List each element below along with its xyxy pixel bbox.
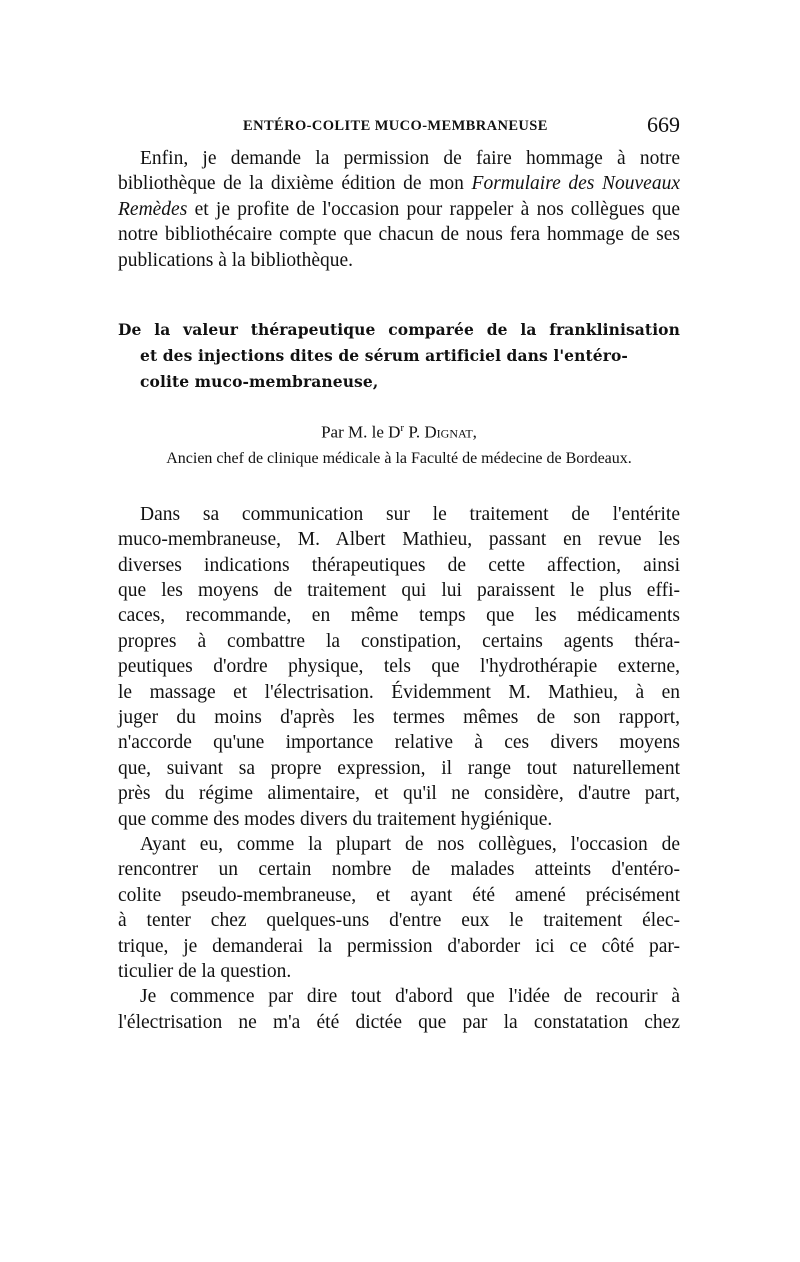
text-line: caces, recommande, en même temps que les médicaments	[118, 605, 680, 627]
text-line: diverses indications thérapeutiques de cette affection, ainsi	[118, 554, 680, 576]
body-paragraph	[118, 984, 680, 1035]
text-line: Dans sa communication sur le traitement de l'entérite	[140, 503, 680, 525]
text-line: que les moyens de traitement qui lui paraissent le plus effi-	[118, 579, 680, 601]
body-paragraph	[118, 502, 680, 832]
intro-text-2: et je profite de l'occasion pour rappeler à nos collègues que notre bibliothécaire compte que chacun de nous fera hommage de ses publications à la bibliothèque.	[118, 198, 680, 271]
page-number: 669	[647, 112, 680, 137]
article-title	[118, 317, 680, 395]
book-title: Formulaire des Nouveaux Remèdes	[118, 173, 680, 220]
text-line: ticulier de la question.	[118, 961, 292, 982]
running-head	[118, 110, 680, 144]
body-paragraph	[118, 832, 680, 984]
intro-text-1: Enfin, je demande la permission de faire hommage à notre bibliothèque de la dixième édition de mon	[118, 148, 680, 195]
running-title: ENTÉRO-COLITE MUCO-MEMBRANEUSE	[243, 118, 548, 134]
text-line: que comme des modes divers du traitement hygiénique.	[118, 808, 553, 830]
article-title-line: De la valeur thérapeutique comparée de la franklinisation	[118, 320, 680, 340]
text-line: propres à combattre la constipation, certains agents théra-	[118, 630, 680, 652]
text-line: colite pseudo-membraneuse, et ayant été amené précisément	[118, 884, 680, 906]
text-line: peutiques d'ordre physique, tels que l'hydrothérapie externe,	[118, 656, 680, 678]
author-affiliation: Ancien chef de clinique médicale à la Faculté de médecine de Bordeaux.	[166, 449, 632, 467]
text-line: l'électrisation ne m'a été dictée que par la constatation chez	[118, 1011, 680, 1033]
text-line: près du régime alimentaire, et qu'il ne considère, d'autre part,	[118, 783, 680, 805]
article-body	[118, 502, 680, 1036]
byline-prefix: Par M. le D	[321, 422, 401, 442]
text-line: à tenter chez quelques-uns d'entre eux le traitement élec-	[118, 910, 680, 932]
text-line: le massage et l'électrisation. Évidemment M. Mathieu, à en	[118, 681, 680, 703]
article-title-line: colite muco-membraneuse,	[140, 372, 379, 392]
intro-paragraph	[118, 146, 680, 273]
text-line: muco-membraneuse, M. Albert Mathieu, passant en revue les	[118, 529, 680, 551]
text-line: que, suivant sa propre expression, il range tout naturellement	[118, 757, 680, 779]
book-page	[118, 110, 680, 1035]
text-line: rencontrer un certain nombre de malades atteints d'entéro-	[118, 859, 680, 881]
text-line: trique, je demanderai la permission d'aborder ici ce côté par-	[118, 935, 680, 957]
byline-superscript: r	[400, 422, 405, 435]
author-name: P. Dignat,	[404, 422, 477, 442]
text-line: Ayant eu, comme la plupart de nos collègues, l'occasion de	[140, 833, 680, 855]
text-line: Je commence par dire tout d'abord que l'idée de recourir à	[140, 986, 680, 1008]
author-byline	[118, 415, 680, 446]
text-line: juger du moins d'après les termes mêmes de son rapport,	[118, 706, 680, 728]
article-title-line: et des injections dites de sérum artificiel dans l'entéro-	[140, 346, 628, 366]
text-line: n'accorde qu'une importance relative à ces divers moyens	[118, 732, 680, 754]
